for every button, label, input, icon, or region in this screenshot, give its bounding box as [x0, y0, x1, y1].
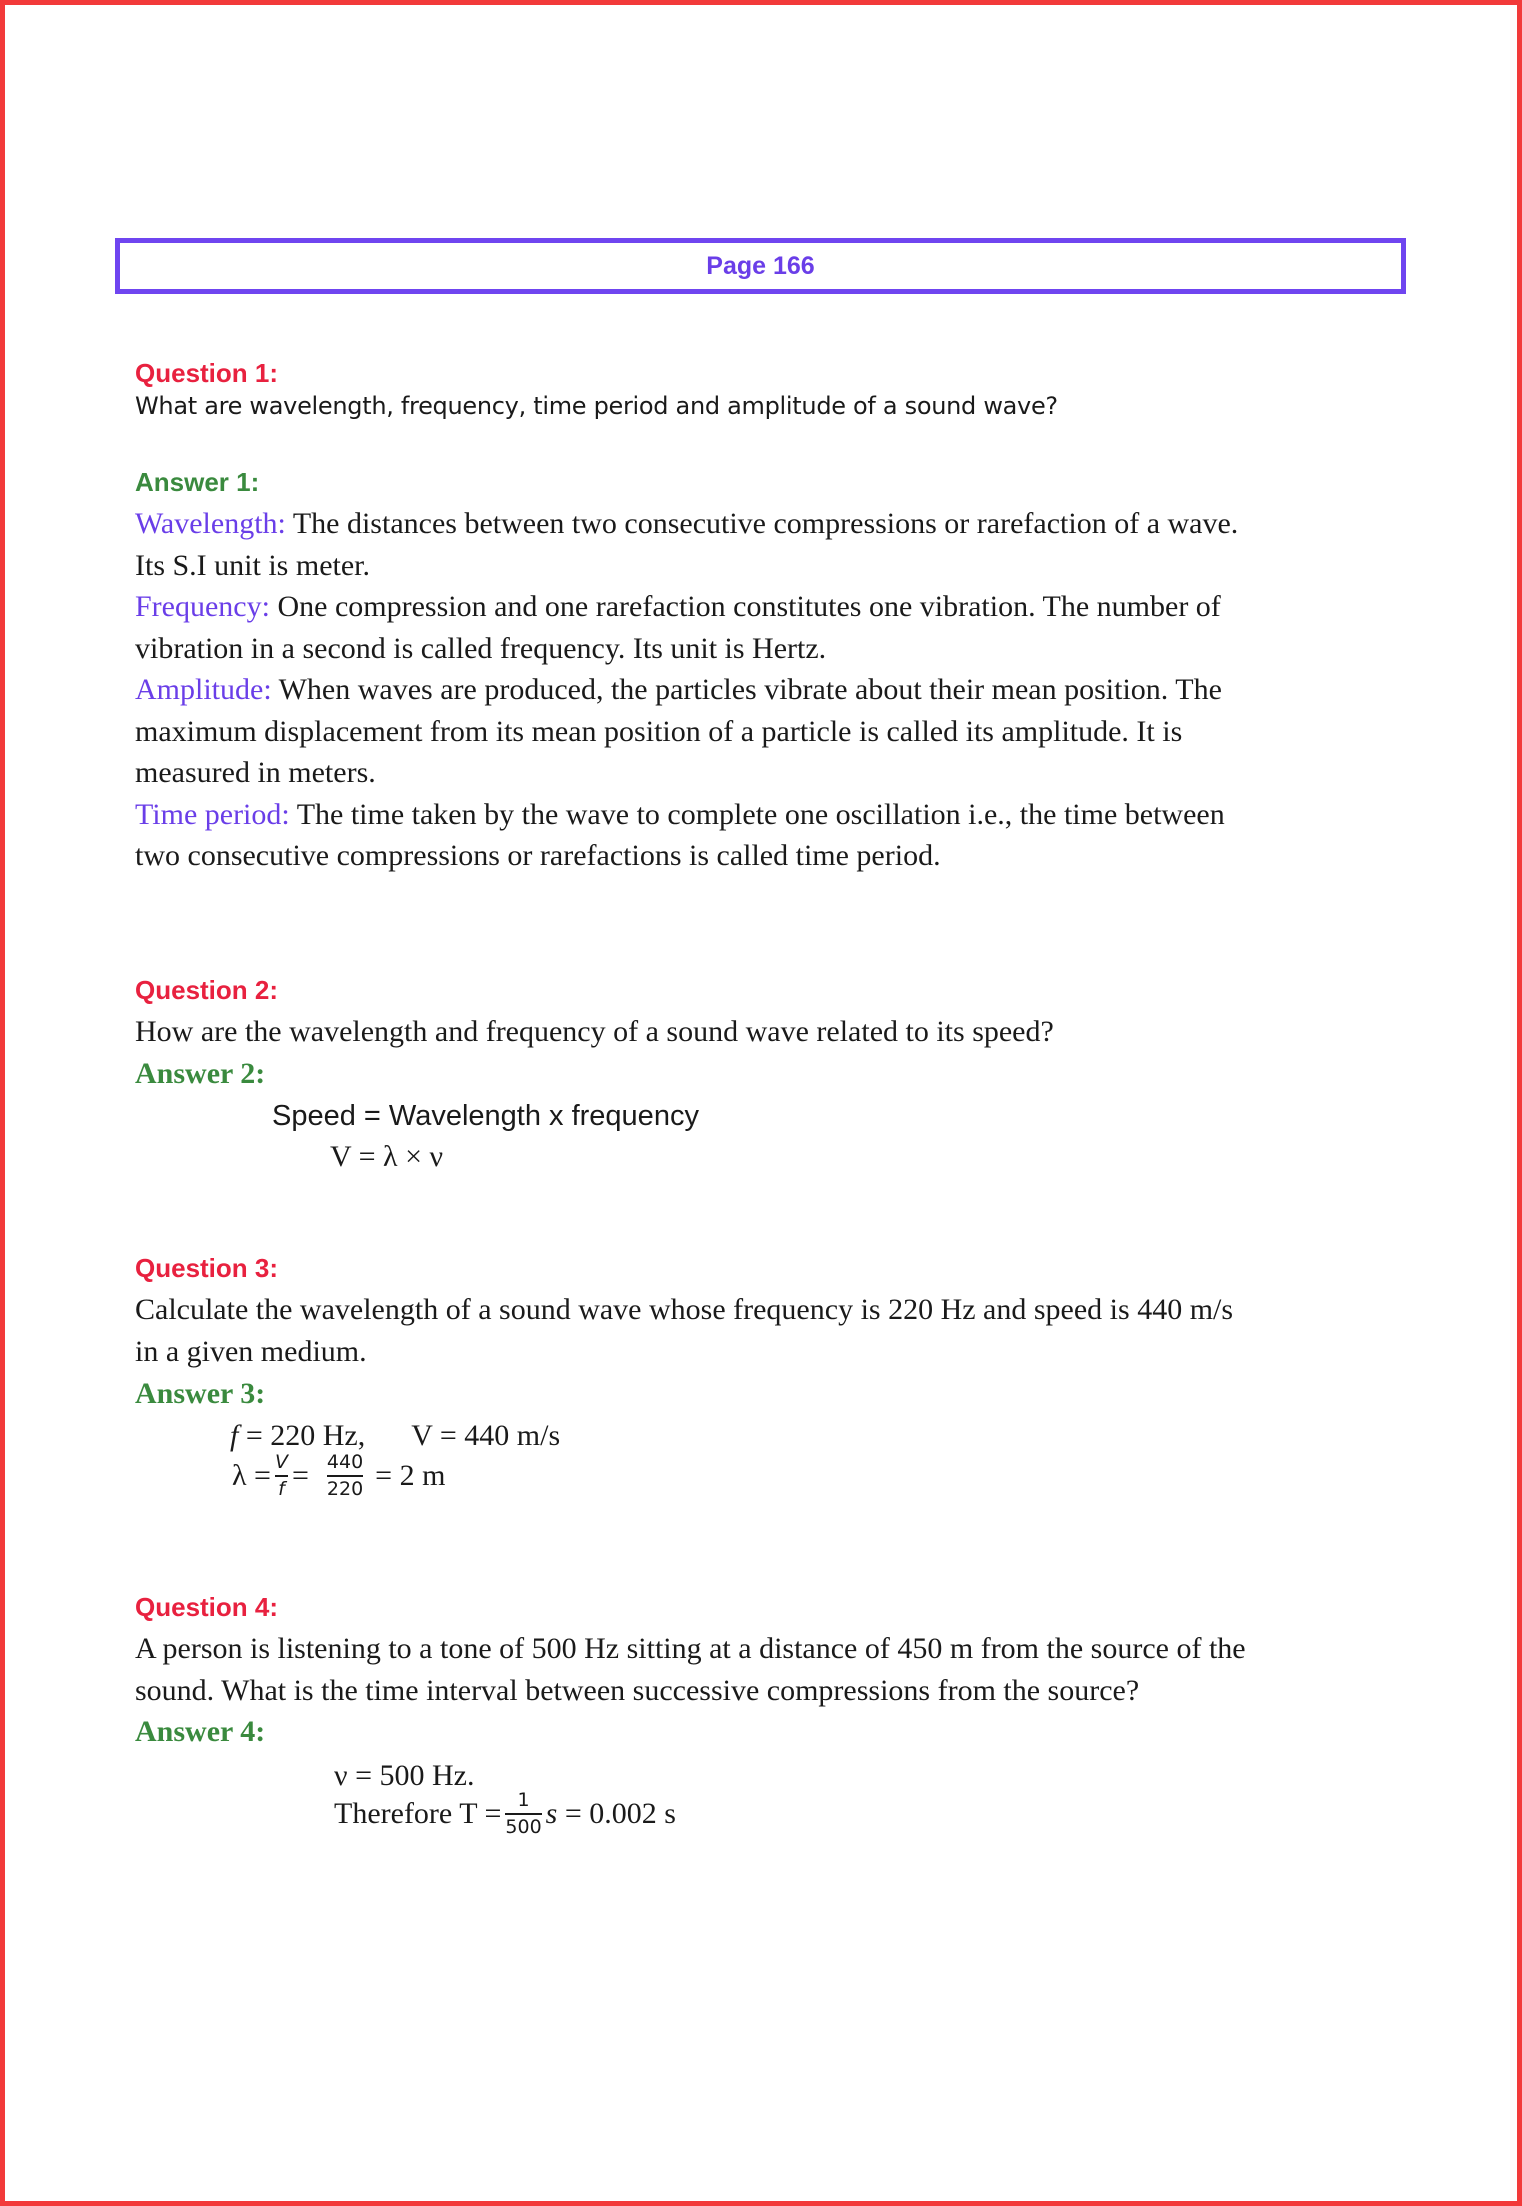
page-number-title: Page 166 [706, 251, 815, 280]
time-period-result: = 0.002 s [557, 1796, 676, 1830]
given-frequency: ν = 500 Hz. [334, 1759, 475, 1792]
definition-text-line: Its S.I unit is meter. [135, 549, 370, 582]
fraction-440-over-220 [327, 1452, 363, 1500]
unit-s: s [545, 1796, 558, 1830]
formula-speed-words: Speed = Wavelength x frequency [272, 1100, 699, 1132]
lambda-calculation [232, 1452, 445, 1500]
definition-text: The time taken by the wave to complete one oscillation i.e., the time between [289, 798, 1225, 831]
question-4-label: Question 4: [135, 1592, 279, 1622]
definition-text-line: two consecutive compressions or rarefactions is called time period. [135, 839, 941, 872]
numerator: 1 [517, 1789, 530, 1811]
definition-frequency [135, 592, 1221, 622]
question-1-label: Question 1: [135, 358, 279, 388]
formula-speed-symbols: V = λ × ν [330, 1140, 444, 1173]
numerator: V [274, 1451, 288, 1473]
question-3-text-line2: in a given medium. [135, 1335, 367, 1368]
term-amplitude: Amplitude: [135, 673, 272, 706]
question-4-text-line2: sound. What is the time interval between successive compressions from the source? [135, 1674, 1140, 1707]
symbol-f: f [230, 1419, 239, 1452]
question-1-text: What are wavelength, frequency, time period and amplitude of a sound wave? [135, 392, 1058, 420]
denominator: 220 [326, 1477, 364, 1500]
given-f-value: = 220 Hz, [238, 1419, 366, 1452]
answer-3-label: Answer 3: [135, 1377, 266, 1410]
question-4-text-line1: A person is listening to a tone of 500 Hz sitting at a distance of 450 m from the source of the [135, 1632, 1246, 1665]
answer-4-label: Answer 4: [135, 1715, 266, 1748]
answer-2-label: Answer 2: [135, 1057, 266, 1090]
equals: = [291, 1458, 309, 1492]
fraction-bar [327, 1475, 363, 1477]
page-header-box [115, 238, 1406, 294]
definition-amplitude [135, 675, 1222, 705]
question-3-label: Question 3: [135, 1253, 279, 1283]
definition-text-line: vibration in a second is called frequency. Its unit is Hertz. [135, 632, 827, 665]
denominator: 500 [505, 1815, 542, 1838]
given-v-value: V = 440 m/s [411, 1419, 561, 1452]
definition-text: One compression and one rarefaction constitutes one vibration. The number of [269, 590, 1221, 623]
fraction-bar [275, 1475, 288, 1477]
question-2-text: How are the wavelength and frequency of a sound wave related to its speed? [135, 1015, 1054, 1048]
fraction-v-over-f [275, 1452, 288, 1500]
definition-text-line: maximum displacement from its mean position of a particle is called its amplitude. It is [135, 715, 1183, 748]
question-2-label: Question 2: [135, 975, 279, 1005]
denominator: f [278, 1477, 285, 1500]
definition-text: When waves are produced, the particles vibrate about their mean position. The [271, 673, 1222, 706]
fraction-1-over-500 [505, 1790, 541, 1838]
definition-text: The distances between two consecutive compressions or rarefaction of a wave. [285, 507, 1239, 540]
term-wavelength: Wavelength: [135, 507, 286, 540]
answer-1-label: Answer 1: [135, 467, 260, 497]
definition-text-line: measured in meters. [135, 756, 376, 789]
therefore-prefix: Therefore T = [334, 1796, 502, 1830]
definition-time-period [135, 800, 1225, 830]
lambda-result: = 2 m [375, 1458, 446, 1492]
given-values [230, 1421, 560, 1451]
lambda-prefix: λ = [232, 1458, 271, 1492]
question-3-text-line1: Calculate the wavelength of a sound wave whose frequency is 220 Hz and speed is 440 m/s [135, 1293, 1234, 1326]
fraction-bar [505, 1813, 541, 1815]
time-period-calculation [334, 1790, 676, 1838]
numerator: 440 [326, 1451, 364, 1473]
definition-wavelength [135, 509, 1238, 539]
term-time-period: Time period: [135, 798, 290, 831]
term-frequency: Frequency: [135, 590, 270, 623]
